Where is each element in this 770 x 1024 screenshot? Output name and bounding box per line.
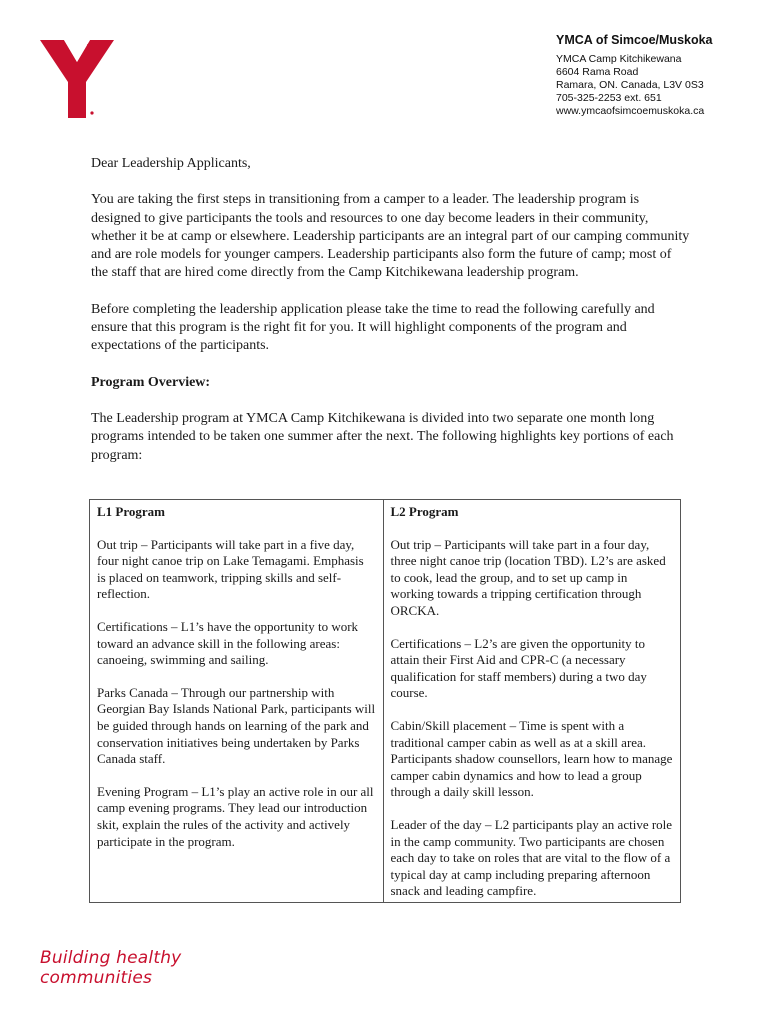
program-overview-heading: Program Overview: — [91, 374, 211, 390]
l1-out-trip: Out trip – Participants will take part in a five day, four night canoe trip on Lake Temagami. Emphasis is placed on teamwork, tripping skills and self-reflection. — [97, 536, 364, 602]
l2-certifications: Certifications – L2’s are given the opportunity to attain their First Aid and CPR-C (a necessary qualification for staff members) during a two day course. — [390, 635, 647, 701]
l1-certifications: Certifications – L1’s have the opportunity to work toward an advance skill in the following areas: canoeing, swimming and sailing. — [97, 618, 359, 668]
letterhead-address — [556, 33, 756, 118]
l2-program-title: L2 Program — [390, 504, 459, 519]
org-name: YMCA of Simcoe/Muskoka — [556, 33, 713, 47]
tagline-line-1: Building healthy — [40, 948, 182, 968]
l2-leader-of-the-day: Leader of the day – L2 participants play an active role in the camp community. Two participants are chosen each day to take on roles that are vital to the flow of a typical day at camp including preparing afternoon snack and leading campfire. — [390, 816, 673, 899]
l2-cabin-skill-placement: Cabin/Skill placement – Time is spent with a traditional camper cabin as well as at a skill area. Participants shadow counsellors, learn how to manage camper cabin dynamics and how to lead a group through a daily skill lesson. — [390, 717, 673, 800]
camp-name: YMCA Camp Kitchikewana — [556, 53, 682, 65]
l1-program-title: L1 Program — [97, 504, 165, 519]
l2-program-column — [383, 500, 681, 903]
intro-paragraph: You are taking the first steps in transitioning from a camper to a leader. The leadership program is designed to give participants the tools and resources to one day become leaders in their community, whether it be at camp or elsewhere. Leadership participants are an integral part of our camping community and are role models for younger campers. Leadership participants also form the future of camp; most of the staff that are hired come directly from the Camp Kitchikewana leadership program. — [91, 192, 690, 281]
tagline-line-2: communities — [40, 968, 153, 988]
ymca-logo — [40, 40, 114, 118]
ymca-y-icon — [40, 40, 114, 118]
building-healthy-communities-tagline — [40, 948, 190, 992]
salutation: Dear Leadership Applicants, — [91, 156, 251, 171]
l2-out-trip: Out trip – Participants will take part in a four day, three night canoe trip (location TBD). L2’s are asked to cook, lead the group, and to set up camp in working towards a tripping certification through ORCKA. — [390, 536, 666, 618]
overview-paragraph: The Leadership program at YMCA Camp Kitchikewana is divided into two separate one month long programs intended to be taken one summer after the next. The following highlights key portions of each program: — [91, 410, 674, 463]
instructions-paragraph: Before completing the leadership application please take the time to read the following carefully and ensure that this program is the right fit for you. It will highlight components of the program and expectations of the participants. — [91, 301, 655, 354]
letter-body — [91, 155, 691, 483]
table-row — [90, 500, 681, 903]
phone-number: 705-325-2253 ext. 651 — [556, 92, 662, 104]
website-url: www.ymcaofsimcoemuskoka.ca — [556, 105, 705, 117]
l1-evening-program: Evening Program – L1’s play an active role in our all camp evening programs. They lead our introduction skit, explain the rules of the activity and actively participate in the program. — [97, 783, 374, 849]
street-address: 6604 Rama Road — [556, 66, 639, 78]
l1-program-column — [90, 500, 384, 903]
city-address: Ramara, ON. Canada, L3V 0S3 — [556, 79, 704, 91]
program-comparison-table — [89, 499, 681, 903]
l1-parks-canada: Parks Canada – Through our partnership with Georgian Bay Islands National Park, participants will be guided through hands on learning of the park and conservation initiatives being undertaken by Parks Canada staff. — [97, 684, 376, 767]
